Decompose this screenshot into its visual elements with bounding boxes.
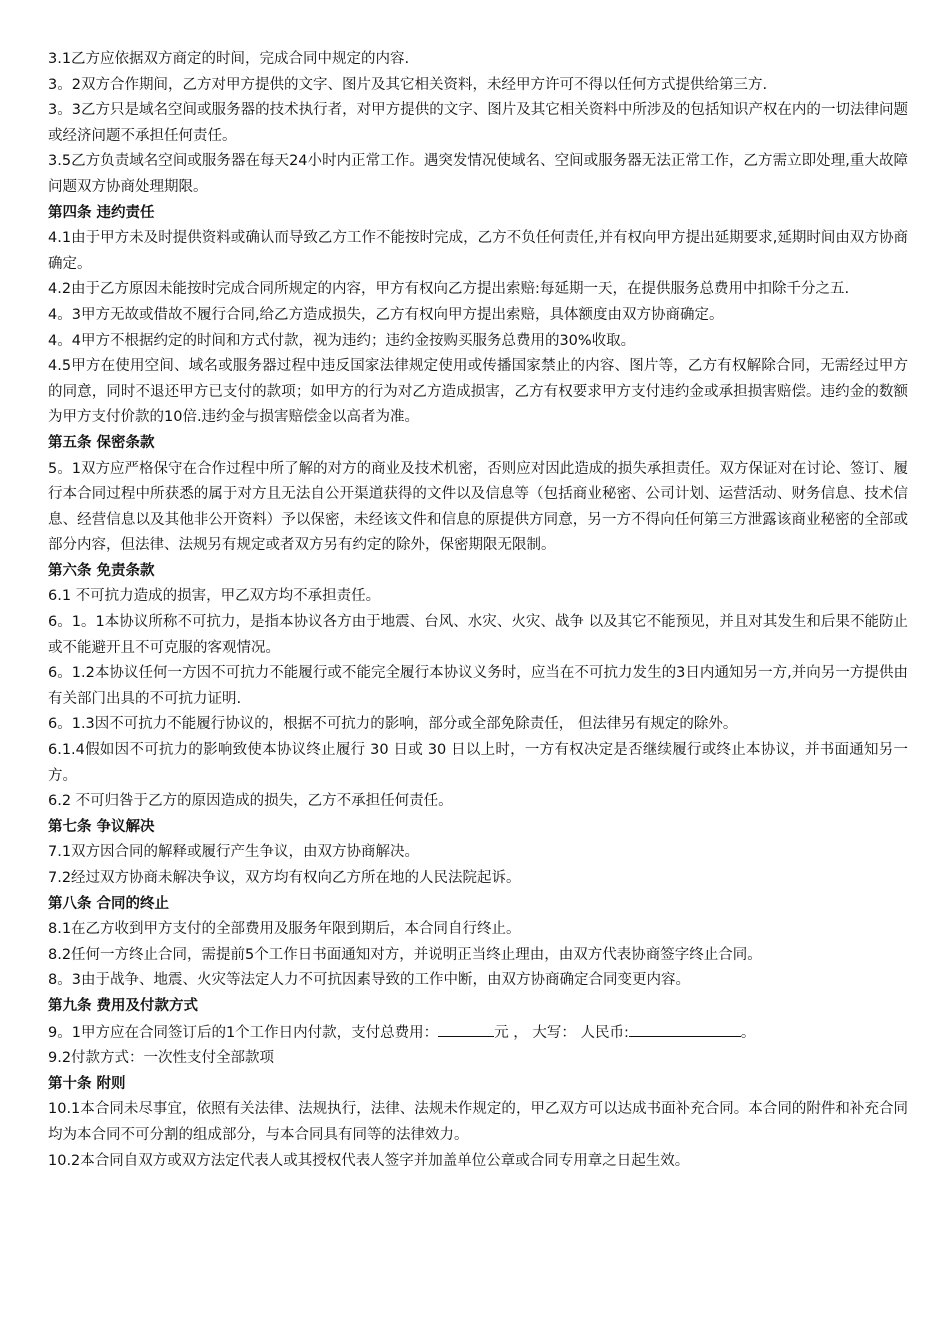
payment-clause [48,1020,908,1047]
clause-paragraph: 6.1 不可抗力造成的损害，甲乙双方均不承担责任。 [48,588,381,605]
section-heading: 第五条 保密条款 [48,434,155,451]
clause-paragraph: 10.2本合同自双方或双方法定代表人或其授权代表人签字并加盖单位公章或合同专用章之日起生效。 [48,1152,690,1169]
clause-paragraph: 3。2双方合作期间，乙方对甲方提供的文字、图片及其它相关资料，未经甲方许可不得以任何方式提供给第三方. [48,76,768,93]
clause-paragraph: 8。3由于战争、地震、火灾等法定人力不可抗因素导致的工作中断，由双方协商确定合同变更内容。 [48,972,690,989]
clause-paragraph: 6.1.4假如因不可抗力的影响致使本协议终止履行 30 日或 30 日以上时，一方有权决定是否继续履行或终止本协议，并书面通知另一方。 [48,742,908,784]
payment-clause-suffix: 。 [740,1024,756,1041]
clause-paragraph: 7.2经过双方协商未解决争议，双方均有权向乙方所在地的人民法院起诉。 [48,870,521,886]
section-heading: 第十条 附则 [48,1075,126,1092]
clause-paragraph: 9.2付款方式：一次性支付全部款项 [48,1050,275,1067]
clause-paragraph: 5。1双方应严格保守在合作过程中所了解的对方的商业及技术机密，否则应对因此造成的损失承担责任。双方保证对在讨论、签订、履行本合同过程中所获悉的属于对方且无法自公开渠道获得的文件以及信息等（包括商业秘密、公司计划、运营活动、财务信息、技术信息、经营信息以及其他非公开资料）予以保密，未经该文件和信息的原提供方同意，另一方不得向任何第三方泄露该商业秘密的全部或部分内容，但法律、法规另有规定或者双方另有约定的除外，保密期限无限制。 [48,460,908,554]
clause-paragraph: 10.1本合同未尽事宜，依照有关法律、法规执行，法律、法规未作规定的，甲乙双方可以达成书面补充合同。本合同的附件和补充合同均为本合同不可分割的组成部分，与本合同具有同等的法律效力。 [48,1101,908,1143]
clause-paragraph: 6.2 不可归咎于乙方的原因造成的损失，乙方不承担任何责任。 [48,793,453,810]
clause-paragraph: 4.1由于甲方未及时提供资料或确认而导致乙方工作不能按时完成，乙方不负任何责任,并有权向甲方提出延期要求,延期时间由双方协商确定。 [48,230,908,272]
clause-paragraph: 8.1在乙方收到甲方支付的全部费用及服务年限到期后，本合同自行终止。 [48,921,521,938]
contract-page [48,47,908,1174]
clause-paragraph: 4.2由于乙方原因未能按时完成合同所规定的内容，甲方有权向乙方提出索赔:每延期一天，在提供服务总费用中扣除千分之五. [48,281,850,298]
clause-paragraph: 6。1.2本协议任何一方因不可抗力不能履行或不能完全履行本协议义务时，应当在不可抗力发生的3日内通知另一方,并向另一方提供由有关部门出具的不可抗力证明. [48,665,908,707]
amount-in-words-blank [629,1020,741,1037]
clause-paragraph: 6。1。1本协议所称不可抗力，是指本协议各方由于地震、台风、水灾、火灾、战争 以及其它不能预见，并且对其发生和后果不能防止或不能避开且不可克服的客观情况。 [48,614,908,656]
amount-blank [438,1020,494,1037]
clause-paragraph: 3.5乙方负责域名空间或服务器在每天24小时内正常工作。遇突发情况使域名、空间或服务器无法正常工作，乙方需立即处理,重大故障问题双方协商处理期限。 [48,153,908,195]
clause-paragraph: 4.5甲方在使用空间、域名或服务器过程中违反国家法律规定使用或传播国家禁止的内容、图片等，乙方有权解除合同，无需经过甲方的同意，同时不退还甲方已支付的款项；如甲方的行为对乙方造成损害，乙方有权要求甲方支付违约金或承担损害赔偿。违约金的数额为甲方支付价款的10倍.违约金与损害赔偿金以高者为准。 [48,358,908,426]
clause-paragraph: 6。1.3因不可抗力不能履行协议的，根据不可抗力的影响，部分或全部免除责任， 但法律另有规定的除外。 [48,716,738,733]
clause-paragraph: 8.2任何一方终止合同，需提前5个工作日书面通知对方，并说明正当终止理由，由双方代表协商签字终止合同。 [48,946,762,963]
clause-paragraph: 4。4甲方不根据约定的时间和方式付款，视为违约；违约金按购买服务总费用的30%收取。 [48,332,636,349]
section-heading: 第九条 费用及付款方式 [48,997,199,1014]
payment-clause-middle: 元 ， 大写： 人民币: [494,1024,629,1041]
clause-paragraph: 4。3甲方无故或借故不履行合同,给乙方造成损失，乙方有权向甲方提出索赔，具体额度由双方协商确定。 [48,306,724,323]
section-heading: 第八条 合同的终止 [48,895,170,912]
clause-paragraph: 3.1乙方应依据双方商定的时间，完成合同中规定的内容. [48,51,410,67]
section-heading: 第四条 违约责任 [48,204,155,221]
clause-paragraph: 3。3乙方只是域名空间或服务器的技术执行者，对甲方提供的文字、图片及其它相关资料中所涉及的包括知识产权在内的一切法律问题或经济问题不承担任何责任。 [48,102,908,144]
section-heading: 第六条 免责条款 [48,562,155,579]
clause-paragraph: 7.1双方因合同的解释或履行产生争议，由双方协商解决。 [48,844,420,861]
payment-clause-prefix: 9。1甲方应在合同签订后的1个工作日内付款，支付总费用： [48,1024,439,1041]
section-heading: 第七条 争议解决 [48,818,155,835]
